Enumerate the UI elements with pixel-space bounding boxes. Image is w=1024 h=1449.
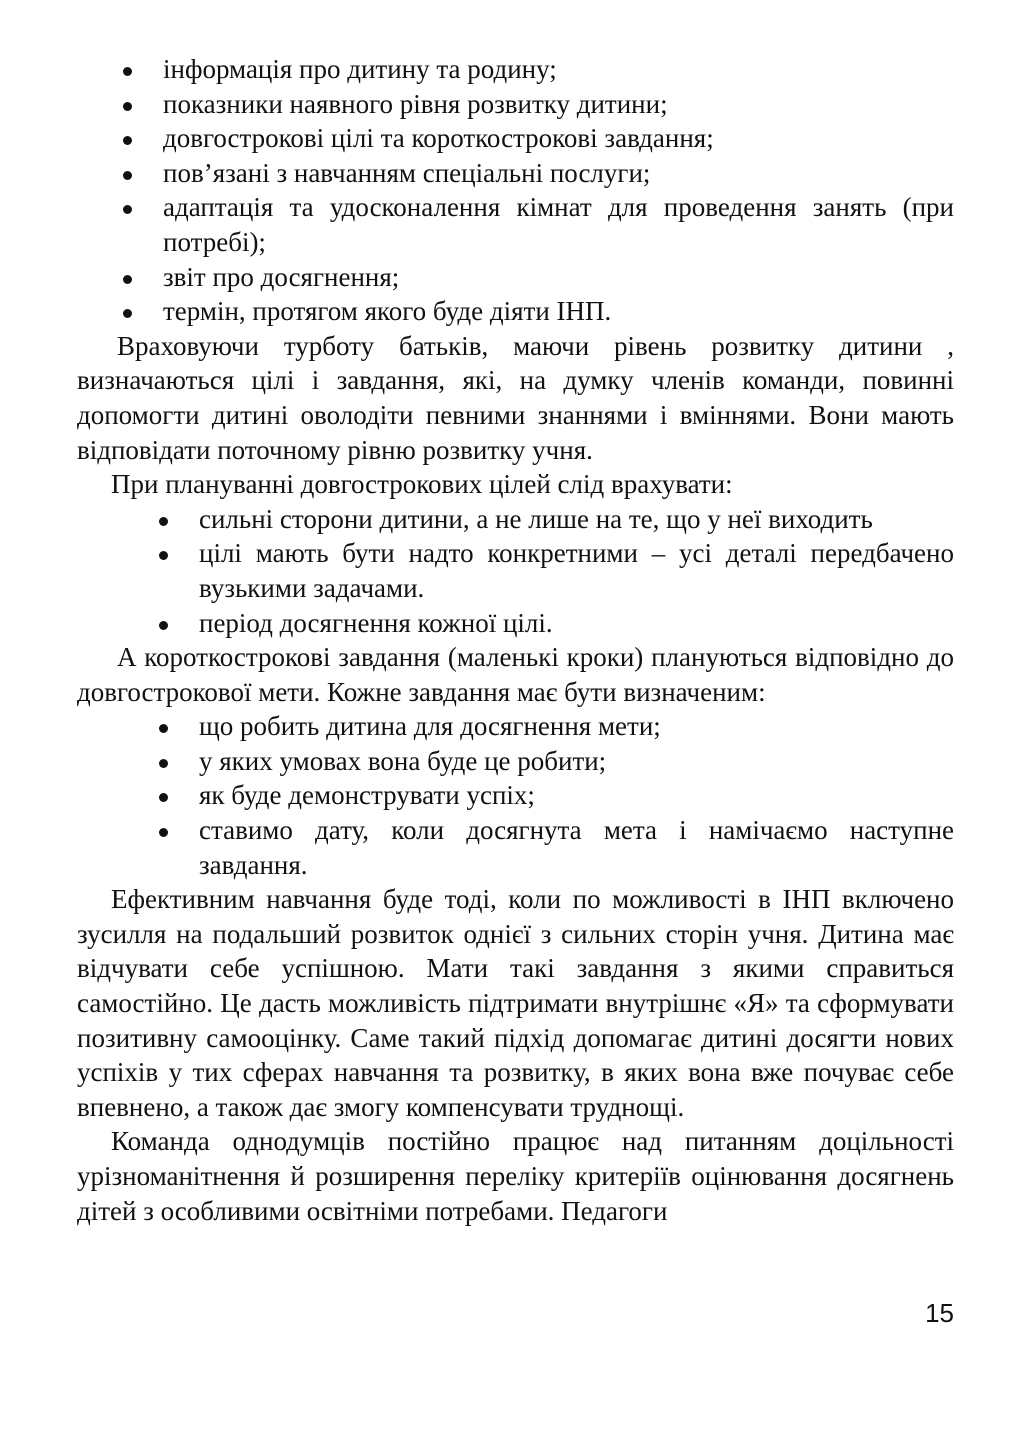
list-item: цілі мають бути надто конкретними – усі деталі передбачено вузькими задачами. bbox=[199, 536, 954, 605]
list-item: як буде демонструвати успіх; bbox=[199, 778, 954, 813]
bullet-icon bbox=[123, 309, 132, 318]
list-item: показники наявного рівня розвитку дитини; bbox=[163, 87, 954, 122]
list-item: період досягнення кожної цілі. bbox=[199, 606, 954, 641]
list-item: термін, протягом якого буде діяти ІНП. bbox=[163, 294, 954, 329]
bullet-icon bbox=[123, 205, 132, 214]
bullet-icon bbox=[123, 136, 132, 145]
paragraph-effective-learning: Ефективним навчання буде тоді, коли по можливості в ІНП включено зусилля на подальший розвиток однієї з сильних сторін учня. Дитина має відчувати себе успішною. Мати такі завдання з якими справиться самостійно. Це дасть можливість підтримати внутрішнє «Я» та сформувати позитивну самооцінку. Саме такий підхід допомагає дитині досягти нових успіхів у тих сферах навчання та розвитку, в яких вона вже почуває себе впевнено, а також дає змогу компенсувати труднощі. bbox=[77, 884, 954, 1122]
list-item: адаптація та удосконалення кімнат для проведення занять (при потребі); bbox=[163, 190, 954, 259]
bullet-icon bbox=[123, 67, 132, 76]
bullet-icon bbox=[159, 621, 168, 630]
list-item: пов’язані з навчанням спеціальні послуги; bbox=[163, 156, 954, 191]
bullet-icon bbox=[159, 793, 168, 802]
bullet-icon bbox=[123, 275, 132, 284]
bullet-icon bbox=[159, 828, 168, 837]
list-item: звіт про досягнення; bbox=[163, 260, 954, 295]
bullet-icon bbox=[159, 759, 168, 768]
bullet-icon bbox=[123, 171, 132, 180]
paragraph-short-term-tasks: А короткострокові завдання (маленькі кроки) плануються відповідно до довгострокової мети. Кожне завдання має бути визначеним: bbox=[77, 642, 954, 707]
document-page bbox=[77, 52, 954, 1228]
paragraph-goals-intro: Враховуючи турботу батьків, маючи рівень розвитку дитини , визначаються цілі і завдання, які, на думку членів команди, повинні допомогти дитині оволодіти певними знаннями і вміннями. Вони мають відповідати поточному рівню розвитку учня. bbox=[77, 330, 954, 465]
bullet-icon bbox=[159, 724, 168, 733]
paragraph-team-work: Команда однодумців постійно працює над питанням доцільності урізноманітнення й розширення переліку критеріїв оцінювання досягнень дітей з особливими освітніми потребами. Педагоги bbox=[77, 1126, 954, 1226]
bullet-icon bbox=[159, 517, 168, 526]
page-number: 15 bbox=[925, 1298, 954, 1328]
list-item: сильні сторони дитини, а не лише на те, що у неї виходить bbox=[199, 502, 954, 537]
bullet-icon bbox=[159, 551, 168, 560]
list-item: у яких умовах вона буде це робити; bbox=[199, 744, 954, 779]
paragraph-long-term-planning: При плануванні довгострокових цілей слід врахувати: bbox=[111, 469, 733, 500]
list-item: інформація про дитину та родину; bbox=[163, 52, 954, 87]
list-item: що робить дитина для досягнення мети; bbox=[199, 709, 954, 744]
ipp-contents-list bbox=[77, 52, 954, 329]
bullet-icon bbox=[123, 102, 132, 111]
list-item: ставимо дату, коли досягнута мета і намічаємо наступне завдання. bbox=[199, 813, 954, 882]
long-term-goals-list bbox=[77, 502, 954, 640]
short-term-tasks-list bbox=[77, 709, 954, 882]
list-item: довгострокові цілі та короткострокові завдання; bbox=[163, 121, 954, 156]
